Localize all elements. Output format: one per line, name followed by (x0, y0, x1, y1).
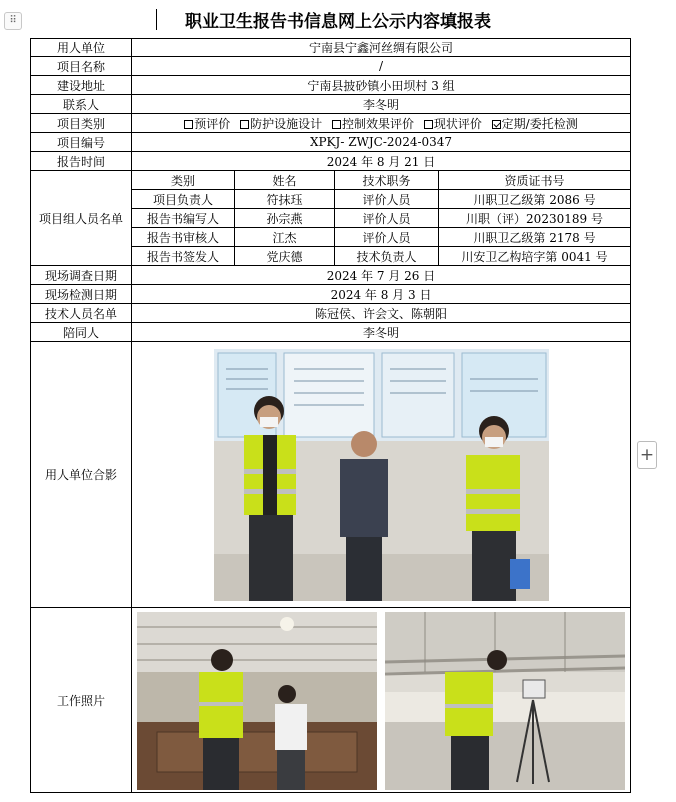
survey-date-label: 现场调查日期 (31, 266, 132, 285)
category-label: 项目类别 (31, 114, 132, 133)
work-photo-2-image (385, 612, 625, 790)
work-photo-1[interactable] (137, 612, 377, 790)
category-option[interactable]: 预评价 (184, 117, 230, 131)
info-form-table (30, 38, 631, 793)
category-option[interactable]: 定期/委托检测 (492, 117, 578, 131)
team-name[interactable]: 党庆德 (235, 247, 335, 266)
report-time-label: 报告时间 (31, 152, 132, 171)
work-photo-label: 工作照片 (31, 608, 132, 793)
team-role[interactable]: 报告书审核人 (132, 228, 235, 247)
team-header-row (31, 171, 631, 190)
team-title[interactable]: 评价人员 (335, 209, 439, 228)
row-contact (31, 95, 631, 114)
address-value[interactable]: 宁南县披砂镇小田坝村 3 组 (132, 76, 631, 95)
row-group-photo (31, 342, 631, 608)
row-report-time (31, 152, 631, 171)
team-role[interactable]: 报告书签发人 (132, 247, 235, 266)
row-companion (31, 323, 631, 342)
contact-value[interactable]: 李冬明 (132, 95, 631, 114)
team-certificate[interactable]: 川安卫乙构培字第 0041 号 (439, 247, 631, 266)
address-label: 建设地址 (31, 76, 132, 95)
team-name[interactable]: 江杰 (235, 228, 335, 247)
team-header-cell: 技术职务 (335, 171, 439, 190)
team-header-cell: 资质证书号 (439, 171, 631, 190)
team-role[interactable]: 项目负责人 (132, 190, 235, 209)
team-header-cell: 类别 (132, 171, 235, 190)
team-certificate[interactable]: 川职卫乙级第 2086 号 (439, 190, 631, 209)
add-icon[interactable]: + (637, 441, 657, 469)
group-photo[interactable] (214, 349, 549, 601)
row-address (31, 76, 631, 95)
test-date-value[interactable]: 2024 年 8 月 3 日 (132, 285, 631, 304)
row-category (31, 114, 631, 133)
work-photo-cell (132, 608, 631, 793)
test-date-label: 现场检测日期 (31, 285, 132, 304)
employer-value[interactable]: 宁南县宁鑫河丝绸有限公司 (132, 39, 631, 57)
project-no-label: 项目编号 (31, 133, 132, 152)
checkbox-icon[interactable] (332, 120, 341, 129)
row-project-no (31, 133, 631, 152)
category-options (132, 114, 631, 133)
group-photo-image (214, 349, 549, 601)
team-title[interactable]: 技术负责人 (335, 247, 439, 266)
team-name[interactable]: 符抹珏 (235, 190, 335, 209)
checkbox-icon[interactable] (240, 120, 249, 129)
row-employer (31, 39, 631, 57)
team-certificate[interactable]: 川职（评）20230189 号 (439, 209, 631, 228)
project-no-value[interactable]: XPKJ- ZWJC-2024-0347 (132, 133, 631, 152)
category-option[interactable]: 控制效果评价 (332, 117, 414, 131)
category-option[interactable]: 防护设施设计 (240, 117, 322, 131)
drag-handle-icon[interactable]: ⠿ (4, 12, 22, 30)
team-name[interactable]: 孙宗燕 (235, 209, 335, 228)
work-photo-1-image (137, 612, 377, 790)
checkbox-icon[interactable] (424, 120, 433, 129)
checkbox-icon[interactable] (184, 120, 193, 129)
employer-label: 用人单位 (31, 39, 132, 57)
row-tech-staff (31, 304, 631, 323)
companion-label: 陪同人 (31, 323, 132, 342)
team-role[interactable]: 报告书编写人 (132, 209, 235, 228)
tech-staff-value[interactable]: 陈冠侯、许会文、陈朝阳 (132, 304, 631, 323)
row-project-name (31, 57, 631, 76)
team-label: 项目组人员名单 (31, 171, 132, 266)
text-cursor (156, 9, 157, 30)
contact-label: 联系人 (31, 95, 132, 114)
checked-checkbox-icon[interactable] (492, 120, 501, 129)
team-title[interactable]: 评价人员 (335, 190, 439, 209)
category-option[interactable]: 现状评价 (424, 117, 482, 131)
survey-date-value[interactable]: 2024 年 7 月 26 日 (132, 266, 631, 285)
group-photo-label: 用人单位合影 (31, 342, 132, 608)
page-title: 职业卫生报告书信息网上公示内容填报表 (185, 12, 491, 32)
team-title[interactable]: 评价人员 (335, 228, 439, 247)
project-name-label: 项目名称 (31, 57, 132, 76)
work-photo-2[interactable] (385, 612, 625, 790)
project-name-value[interactable]: / (132, 57, 631, 76)
row-test-date (31, 285, 631, 304)
tech-staff-label: 技术人员名单 (31, 304, 132, 323)
team-header-cell: 姓名 (235, 171, 335, 190)
report-time-value[interactable]: 2024 年 8 月 21 日 (132, 152, 631, 171)
row-work-photos (31, 608, 631, 793)
row-survey-date (31, 266, 631, 285)
companion-value[interactable]: 李冬明 (132, 323, 631, 342)
group-photo-cell (132, 342, 631, 608)
team-certificate[interactable]: 川职卫乙级第 2178 号 (439, 228, 631, 247)
